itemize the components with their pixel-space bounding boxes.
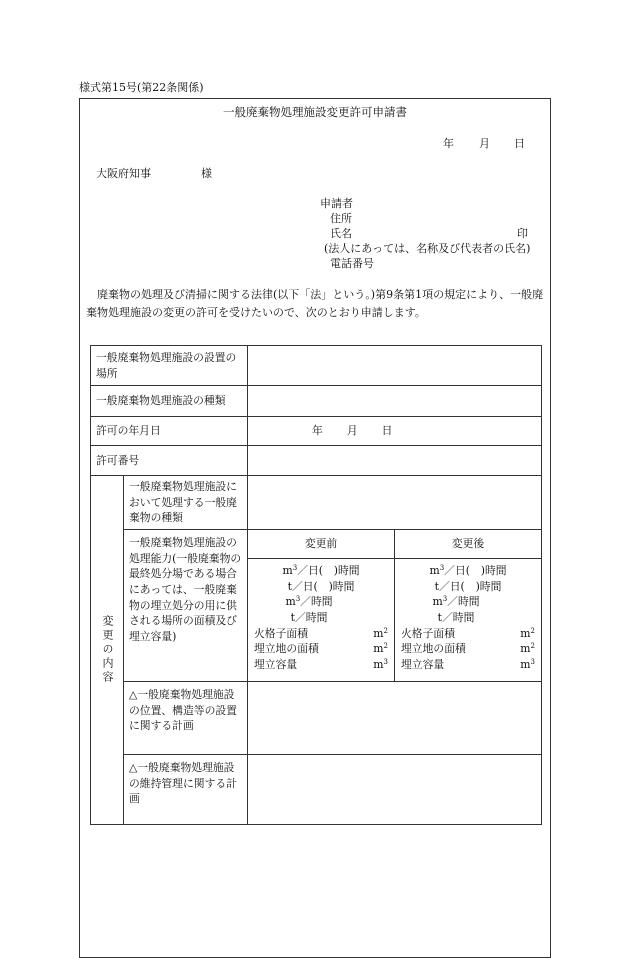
page-title: 一般廃棄物処理施設変更許可申請書 xyxy=(223,105,407,119)
date-month: 月 xyxy=(479,137,490,150)
change-capacity-label: 一般廃棄物処理施設の処理能力(一般廃棄物の最終処分場である場合にあっては、一般廃棄物の埋立処分の用に供される場所の面積及び埋立容量) xyxy=(124,530,248,682)
applicant-heading: 申請者 xyxy=(320,197,353,210)
area-line: 火格子面積 $m^2$ xyxy=(254,626,389,640)
change-content-heading: 変更の内容 xyxy=(91,476,124,825)
change-structure-plan-value[interactable] xyxy=(248,682,542,755)
after-label: 変更後 xyxy=(395,530,541,559)
seal-mark: 印 xyxy=(517,227,528,240)
table-row xyxy=(91,417,542,446)
capacity-after-cell[interactable] xyxy=(395,530,542,682)
honorific: 様 xyxy=(201,167,212,180)
capacity-line: $m^3/$日( )時間 xyxy=(282,564,360,577)
area-line: 埋立地の面積 $m^2$ xyxy=(254,642,389,656)
table-row xyxy=(91,386,542,417)
applicant-name-label: 氏名 xyxy=(330,227,352,240)
area-line: 埋立容量 $m^3$ xyxy=(401,657,536,671)
capacity-before-cell[interactable] xyxy=(248,530,395,682)
table-row xyxy=(91,530,542,682)
table-row xyxy=(91,476,542,530)
capacity-after-lines xyxy=(395,559,541,672)
permit-date-value[interactable]: 年 月 日 xyxy=(248,417,542,446)
capacity-line: $m^3/$時間 xyxy=(285,595,333,609)
capacity-line: t／日( )時間 xyxy=(434,579,502,593)
permit-number-value[interactable] xyxy=(248,446,542,476)
table-row xyxy=(91,682,542,755)
table-row xyxy=(91,446,542,476)
applicant-phone-label: 電話番号 xyxy=(330,257,374,270)
date-day: 日 xyxy=(514,137,525,150)
facility-type-label: 一般廃棄物処理施設の種類 xyxy=(91,386,248,417)
table-row xyxy=(91,346,542,386)
capacity-before-lines xyxy=(248,559,394,672)
date-year: 年 xyxy=(443,137,454,150)
capacity-line: $m^3/$日( )時間 xyxy=(429,564,507,577)
change-structure-plan-label: △一般廃棄物処理施設の位置、構造等の設置に関する計画 xyxy=(124,682,248,755)
change-waste-type-label: 一般廃棄物処理施設において処理する一般廃棄物の種類 xyxy=(124,476,248,530)
change-waste-type-value[interactable] xyxy=(248,476,542,530)
facility-type-value[interactable] xyxy=(248,386,542,417)
area-line: 埋立容量 $m^3$ xyxy=(254,657,389,671)
permit-number-label: 許可番号 xyxy=(91,446,248,476)
change-maintenance-plan-value[interactable] xyxy=(248,755,542,825)
capacity-line: $m^3/$時間 xyxy=(432,595,480,609)
capacity-line: t／日( )時間 xyxy=(287,579,355,593)
capacity-line: t／時間 xyxy=(290,610,328,624)
area-line: 埋立地の面積 $m^2$ xyxy=(401,642,536,656)
before-label: 変更前 xyxy=(248,530,394,559)
form-number: 様式第15号(第22条関係) xyxy=(79,81,204,94)
table-row xyxy=(91,755,542,825)
location-label: 一般廃棄物処理施設の設置の場所 xyxy=(91,346,248,386)
applicant-address-label: 住所 xyxy=(330,212,352,225)
capacity-line: t／時間 xyxy=(437,610,475,624)
location-value[interactable] xyxy=(248,346,542,386)
permit-date-label: 許可の年月日 xyxy=(91,417,248,446)
application-statement: 廃棄物の処理及び清掃に関する法律(以下「法」という。)第9条第1項の規定により、一般廃棄物処理施設の変更の許可を受けたいので、次のとおり申請します。 xyxy=(86,288,544,319)
area-line: 火格子面積 $m^2$ xyxy=(401,626,536,640)
applicant-corporate-note: (法人にあっては、名称及び代表者の氏名) xyxy=(324,242,531,255)
application-table xyxy=(90,345,542,825)
change-maintenance-plan-label: △一般廃棄物処理施設の維持管理に関する計画 xyxy=(124,755,248,825)
addressee: 大阪府知事 xyxy=(96,167,151,180)
